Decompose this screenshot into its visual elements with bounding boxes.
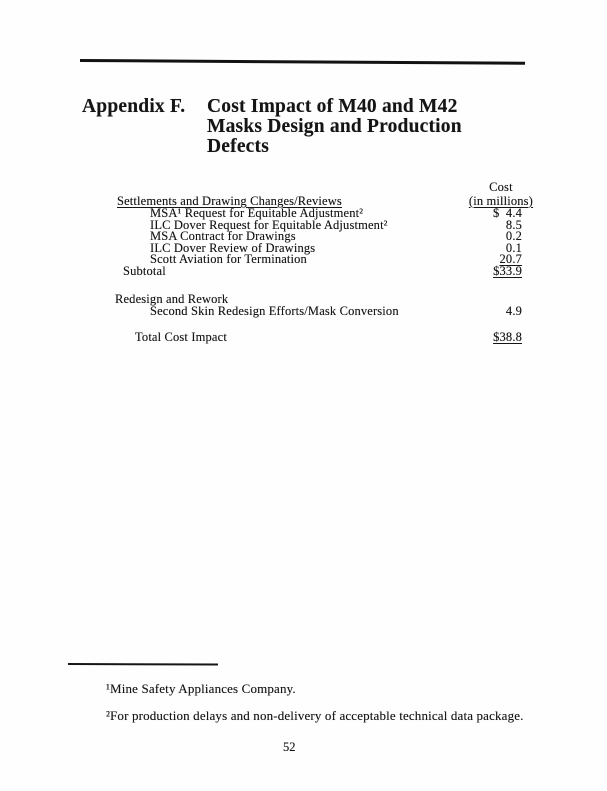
footnote-separator-rule bbox=[68, 663, 218, 666]
row-value-ilc-review: 0.1 bbox=[505, 240, 522, 255]
subtotal-label: Subtotal bbox=[123, 263, 166, 278]
subtotal-value: $33.9 bbox=[493, 263, 522, 278]
row-label-ilc-review: ILC Dover Review of Drawings bbox=[150, 240, 316, 255]
cost-header-label: Cost bbox=[489, 180, 513, 194]
appendix-title-line-3: Defects bbox=[207, 136, 270, 157]
row-value-second-skin: 4.9 bbox=[505, 304, 522, 318]
footnote-1: ¹Mine Safety Appliances Company. bbox=[106, 681, 296, 696]
appendix-title-line-1: Cost Impact of M40 and M42 bbox=[207, 96, 458, 117]
cost-header-units: (in millions) bbox=[468, 193, 533, 208]
page-number: 52 bbox=[283, 740, 296, 754]
row-value-msa-request: $ 4.4 bbox=[492, 206, 522, 220]
row-value-msa-contract: 0.2 bbox=[505, 229, 522, 243]
appendix-label: Appendix F. bbox=[82, 96, 186, 117]
appendix-title bbox=[207, 97, 462, 157]
total-value: $38.8 bbox=[493, 330, 522, 344]
table-row bbox=[0, 305, 607, 318]
appendix-heading bbox=[82, 97, 462, 157]
row-label-second-skin: Second Skin Redesign Efforts/Mask Conversion bbox=[150, 304, 399, 318]
row-label-msa-request: MSA¹ Request for Equitable Adjustment² bbox=[150, 206, 364, 220]
row-value-ilc-request: 8.5 bbox=[505, 217, 522, 232]
total-row bbox=[0, 331, 607, 344]
section-heading-redesign: Redesign and Rework bbox=[115, 292, 229, 306]
top-rule bbox=[80, 59, 525, 64]
row-label-scott-aviation: Scott Aviation for Termination bbox=[150, 252, 307, 266]
section-heading-settlements: Settlements and Drawing Changes/Reviews bbox=[117, 194, 342, 208]
appendix-title-line-2: Masks Design and Production bbox=[207, 116, 462, 137]
row-label-msa-contract: MSA Contract for Drawings bbox=[150, 229, 296, 243]
row-value-scott-aviation: 20.7 bbox=[499, 252, 522, 266]
row-label-ilc-request: ILC Dover Request for Equitable Adjustment² bbox=[150, 217, 388, 232]
footnote-2: ²For production delays and non-delivery of acceptable technical data package. bbox=[106, 708, 524, 723]
total-label: Total Cost Impact bbox=[135, 330, 227, 344]
subtotal-row bbox=[0, 265, 607, 278]
